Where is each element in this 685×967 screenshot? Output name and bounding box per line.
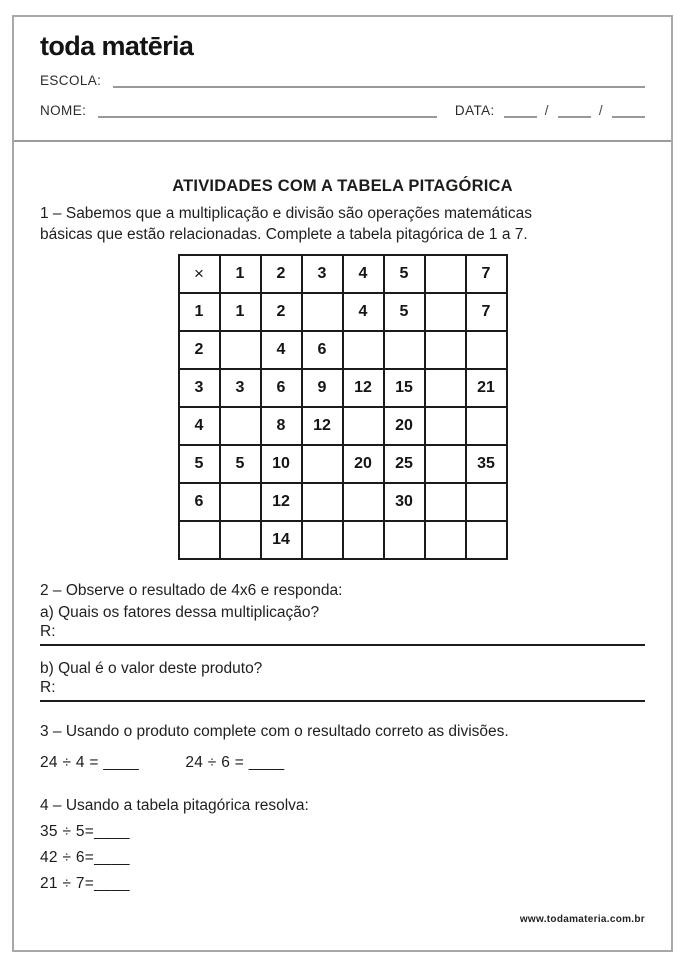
table-header-cell: 5 xyxy=(179,445,220,483)
division-item: 24 ÷ 4 = ____ xyxy=(40,754,140,771)
table-cell xyxy=(425,407,466,445)
table-cell xyxy=(220,483,261,521)
table-header-cell: 5 xyxy=(384,255,425,293)
table-cell xyxy=(425,331,466,369)
header-divider xyxy=(14,140,671,142)
table-header-cell xyxy=(179,521,220,559)
table-header-cell: 2 xyxy=(179,331,220,369)
table-cell: 10 xyxy=(261,445,302,483)
table-cell: 14 xyxy=(261,521,302,559)
table-header-cell: 2 xyxy=(261,255,302,293)
table-cell xyxy=(343,407,384,445)
question-1 xyxy=(40,203,645,245)
table-row xyxy=(179,483,507,521)
table-cell xyxy=(302,445,343,483)
table-header-cell: 4 xyxy=(179,407,220,445)
table-row xyxy=(179,331,507,369)
table-cell xyxy=(466,331,507,369)
table-cell xyxy=(220,521,261,559)
table-cell: 30 xyxy=(384,483,425,521)
table-header-cell: 3 xyxy=(302,255,343,293)
table-cell: 4 xyxy=(261,331,302,369)
table-cell xyxy=(466,521,507,559)
table-header-cell xyxy=(425,255,466,293)
name-field-label: NOME: xyxy=(40,103,87,118)
table-cell: 15 xyxy=(384,369,425,407)
table-header-cell: 1 xyxy=(220,255,261,293)
table-cell: 3 xyxy=(220,369,261,407)
table-cell: 12 xyxy=(302,407,343,445)
table-header-cell: × xyxy=(179,255,220,293)
table-cell xyxy=(384,331,425,369)
answer-line-b xyxy=(40,679,645,702)
school-fill-line xyxy=(113,75,645,88)
table-cell xyxy=(343,483,384,521)
table-cell: 6 xyxy=(261,369,302,407)
table-cell: 8 xyxy=(261,407,302,445)
table-cell: 5 xyxy=(384,293,425,331)
table-header-cell: 1 xyxy=(179,293,220,331)
question-3: 3 – Usando o produto complete com o resultado correto as divisões. xyxy=(40,723,509,740)
table-cell xyxy=(302,521,343,559)
worksheet-page xyxy=(12,15,673,952)
table-cell: 9 xyxy=(302,369,343,407)
table-cell: 20 xyxy=(384,407,425,445)
table-cell xyxy=(425,445,466,483)
table-cell xyxy=(425,483,466,521)
table-cell: 7 xyxy=(466,293,507,331)
division-item: 35 ÷ 5=____ xyxy=(40,823,130,840)
name-field xyxy=(40,102,645,118)
table-cell xyxy=(343,521,384,559)
name-fill-line xyxy=(98,105,437,118)
brand-logo: toda matēria xyxy=(40,31,194,61)
division-exercise xyxy=(40,753,645,773)
table-cell xyxy=(220,331,261,369)
question-1-line-2: básicas que estão relacionadas. Complete a tabela pitagórica de 1 a 7. xyxy=(40,226,528,243)
table-cell xyxy=(466,407,507,445)
table-cell xyxy=(302,483,343,521)
table-row xyxy=(179,407,507,445)
table-cell: 20 xyxy=(343,445,384,483)
division-item: 42 ÷ 6=____ xyxy=(40,849,130,866)
table-cell: 12 xyxy=(261,483,302,521)
table-cell xyxy=(466,483,507,521)
table-cell: 35 xyxy=(466,445,507,483)
table-cell xyxy=(425,369,466,407)
question-4: 4 – Usando a tabela pitagórica resolva: xyxy=(40,797,309,814)
answer-label: R: xyxy=(40,679,56,696)
table-cell: 25 xyxy=(384,445,425,483)
table-row xyxy=(179,255,507,293)
table-cell: 6 xyxy=(302,331,343,369)
date-separator: / xyxy=(544,103,549,118)
table-cell: 5 xyxy=(220,445,261,483)
table-cell: 12 xyxy=(343,369,384,407)
pythagorean-table xyxy=(178,254,508,560)
table-header-cell: 4 xyxy=(343,255,384,293)
answer-line-a xyxy=(40,623,645,646)
question-1-line-1: 1 – Sabemos que a multiplicação e divisão são operações matemáticas xyxy=(40,205,532,222)
date-month-line xyxy=(558,105,591,118)
table-cell xyxy=(220,407,261,445)
table-cell: 2 xyxy=(261,293,302,331)
table-cell xyxy=(302,293,343,331)
division-item: 21 ÷ 7=____ xyxy=(40,875,130,892)
table-cell xyxy=(384,521,425,559)
school-field xyxy=(40,72,645,88)
table-cell xyxy=(425,293,466,331)
question-2: 2 – Observe o resultado de 4x6 e responda: xyxy=(40,582,343,599)
table-cell: 4 xyxy=(343,293,384,331)
date-year-line xyxy=(612,105,645,118)
table-row xyxy=(179,293,507,331)
date-day-line xyxy=(504,105,537,118)
table-cell xyxy=(343,331,384,369)
date-field-label: DATA: xyxy=(454,103,495,118)
division-item: 24 ÷ 6 = ____ xyxy=(185,754,285,771)
table-header-cell: 3 xyxy=(179,369,220,407)
table-cell: 1 xyxy=(220,293,261,331)
site-url: www.todamateria.com.br xyxy=(519,914,645,925)
table-row xyxy=(179,521,507,559)
table-cell: 21 xyxy=(466,369,507,407)
table-cell xyxy=(425,521,466,559)
table-header-cell: 6 xyxy=(179,483,220,521)
question-2b: b) Qual é o valor deste produto? xyxy=(40,660,263,677)
date-separator: / xyxy=(598,103,603,118)
question-2a: a) Quais os fatores dessa multiplicação? xyxy=(40,604,320,621)
table-row xyxy=(179,445,507,483)
worksheet-title: ATIVIDADES COM A TABELA PITAGÓRICA xyxy=(172,177,513,195)
table-row xyxy=(179,369,507,407)
answer-label: R: xyxy=(40,623,56,640)
table-header-cell: 7 xyxy=(466,255,507,293)
school-field-label: ESCOLA: xyxy=(40,73,102,88)
